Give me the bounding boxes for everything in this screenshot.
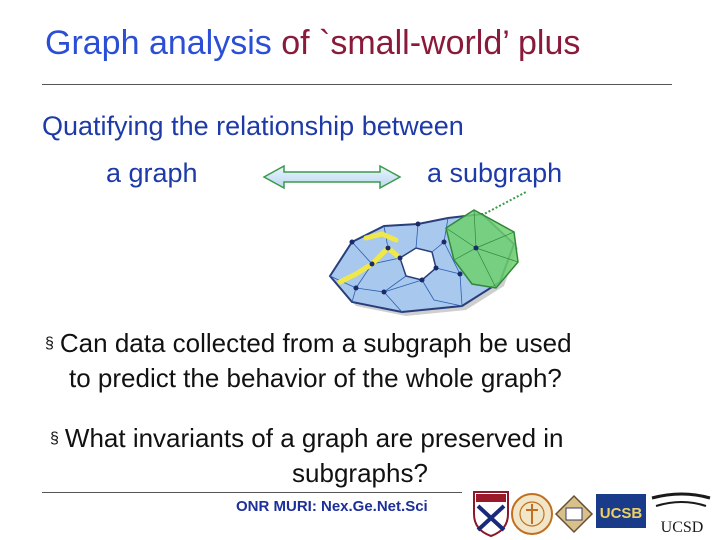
bullet-2-line-1: What invariants of a graph are preserved in bbox=[64, 423, 564, 453]
bullet-marker: § bbox=[45, 335, 54, 352]
svg-text:UCSB: UCSB bbox=[599, 505, 643, 522]
footer-text: ONR MURI: Nex.Ge.Net.Sci bbox=[236, 498, 428, 515]
logo-strip bbox=[470, 490, 715, 538]
slide-title bbox=[45, 24, 580, 63]
bullet-2-line-2: subgraphs? bbox=[292, 458, 428, 488]
title-part-2: of `small-world’ plus bbox=[281, 24, 581, 62]
footer-divider bbox=[42, 492, 462, 493]
ucsb-logo bbox=[596, 494, 646, 528]
title-part-1: Graph analysis bbox=[45, 24, 272, 62]
title-divider bbox=[42, 84, 672, 85]
bullet-2 bbox=[50, 421, 710, 490]
svg-text:UCSD: UCSD bbox=[660, 519, 704, 536]
bullet-marker: § bbox=[50, 430, 59, 447]
graph-label: a graph bbox=[106, 158, 198, 188]
caltech-logo bbox=[512, 494, 552, 534]
penn-logo bbox=[474, 492, 508, 536]
bullet-1 bbox=[45, 326, 710, 395]
bullet-1-line-1: Can data collected from a subgraph be used bbox=[59, 328, 572, 358]
nsi-logo bbox=[556, 496, 592, 532]
ucsd-logo bbox=[652, 494, 710, 536]
subgraph-label: a subgraph bbox=[427, 158, 563, 188]
bullet-1-line-2: to predict the behavior of the whole graph? bbox=[69, 363, 562, 393]
double-arrow-icon bbox=[262, 164, 402, 190]
subtitle: Quatifying the relationship between bbox=[42, 111, 464, 141]
graph-mesh-illustration bbox=[326, 188, 536, 318]
